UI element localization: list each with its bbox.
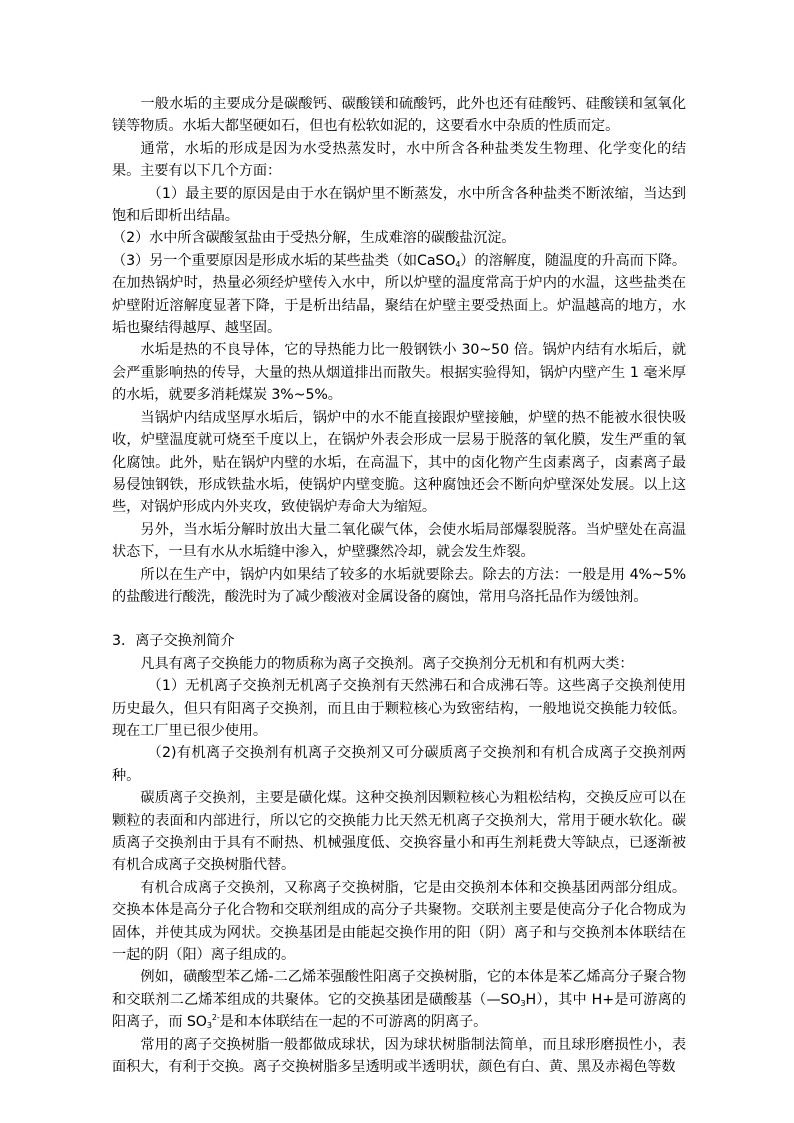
paragraph-organic-exchanger: （2)有机离子交换剂有机离子交换剂又可分碳质离子交换剂和有机合成离子交换剂两种。 bbox=[112, 745, 686, 784]
cause-3-subscript: 4 bbox=[455, 259, 461, 269]
sulfonic-text-a: 例如，磺酸型苯乙烯-二乙烯苯强酸性阳离子交换树脂，它的本体是苯乙烯高分子聚合物和交联剂二乙烯苯组成的共聚体。它的交换基团是磺酸基（—SO bbox=[112, 969, 686, 1008]
paragraph-scale-corrosion: 当锅炉内结成坚厚水垢后，锅炉中的水不能直接跟炉壁接触，炉壁的热不能被水很快吸收，炉壁温度就可烧至千度以上，在锅炉外表会形成一层易于脱落的氧化膜，发生严重的氧化腐蚀。此外，贴在锅炉内壁的水垢，在高温下，其中的卤化物产生卤素离子，卤素离子最易侵蚀钢铁，形成铁盐水垢，使锅炉内壁变脆。这种腐蚀还会不断向炉壁深处发展。以上这些，对锅炉形成内外夹攻，致使锅炉寿命大为缩短。 bbox=[112, 409, 686, 516]
sulfonic-subscript-2: 3 bbox=[206, 1021, 212, 1031]
paragraph-cause-2: （2）水中所含碳酸氢盐由于受热分解，生成难溶的碳酸盐沉淀。 bbox=[112, 230, 516, 247]
sulfonic-text-b: H），其中 H+是可游离的阳离子，而 SO bbox=[112, 991, 686, 1031]
section-gap bbox=[112, 608, 686, 630]
sulfonic-subscript-1: 3 bbox=[520, 998, 526, 1008]
paragraph-sulfonic-example bbox=[112, 966, 686, 1033]
sulfonic-text-c: 是和本体联结在一起的不可游离的阴离子。 bbox=[219, 1014, 488, 1031]
section-heading: 3．离子交换剂简介 bbox=[112, 633, 235, 650]
paragraph-cause-3 bbox=[112, 250, 686, 340]
paragraph-scale-removal: 所以在生产中，锅炉内如果结了较多的水垢就要除去。除去的方法：一般是用 4%~5%的盐酸进行酸洗，酸洗时为了减少酸液对金属设备的腐蚀，常用乌洛托品作为缓蚀剂。 bbox=[112, 566, 686, 605]
paragraph-scale-formation: 通常，水垢的形成是因为水受热蒸发时，水中所含各种盐类发生物理、化学变化的结果。主要有以下几个方面： bbox=[112, 140, 686, 180]
paragraph-resin-shape: 常用的离子交换树脂一般都做成球状，因为球状树脂制法简单，而且球形磨损性小，表面积大，有利于交换。离子交换树脂多呈透明或半透明状，颜色有白、黄、黑及赤褐色等数 bbox=[112, 1036, 686, 1076]
cause-3-text-b: ）的溶解度，随温度的升高而下降。在加热锅炉时，热量必须经炉壁传入水中，所以炉壁的温度常高于炉内的水温，这些盐类在炉壁附近溶解度显著下降，于是析出结晶，聚结在炉壁主要受热面上。炉温越高的地方，水垢也聚结得越厚、越坚固。 bbox=[112, 252, 686, 337]
paragraph-scale-heat: 水垢是热的不良导体，它的导热能力比一般钢铁小 30~50 倍。锅炉内结有水垢后，就会严重影响热的传导，大量的热从烟道排出而散失。根据实验得知，锅炉内壁产生 1 毫米厚的水垢，就要多消耗煤炭 3%~5%。 bbox=[112, 342, 686, 404]
paragraph-scale-explosion: 另外，当水垢分解时放出大量二氧化碳气体，会使水垢局部爆裂脱落。当炉壁处在高温状态下，一旦有水从水垢缝中渗入，炉壁骤然冷却，就会发生炸裂。 bbox=[112, 521, 686, 561]
paragraph-inorganic-exchanger: （1）无机离子交换剂无机离子交换剂有天然沸石和合成沸石等。这些离子交换剂使用历史最久，但只有阳离子交换剂，而且由于颗粒核心为致密结构，一般地说交换能力较低。现在工厂里已很少使用。 bbox=[112, 678, 686, 739]
paragraph-carbonaceous-exchanger: 碳质离子交换剂，主要是磺化煤。这种交换剂因颗粒核心为粗松结构，交换反应可以在颗粒的表面和内部进行，所以它的交换能力比天然无机离子交换剂大，常用于硬水软化。碳质离子交换剂由于具有不耐热、机械强度低、交换容量小和再生剂耗费大等缺点，已逐渐被有机合成离子交换树脂代替。 bbox=[112, 790, 686, 874]
paragraph-cause-1: （1）最主要的原因是由于水在锅炉里不断蒸发，水中所含各种盐类不断浓缩，当达到饱和后即析出结晶。 bbox=[112, 185, 686, 225]
paragraph-ion-exchanger-intro: 凡具有离子交换能力的物质称为离子交换剂。离子交换剂分无机和有机两大类： bbox=[140, 655, 634, 672]
sulfonic-superscript: 2- bbox=[211, 1013, 220, 1023]
paragraph-synthetic-resin: 有机合成离子交换剂，又称离子交换树脂，它是由交换剂本体和交换基团两部分组成。交换本体是高分子化合物和交联剂组成的高分子共聚物。交联剂主要是使高分子化合物成为固体，并使其成为网状。交换基团是由能起交换作用的阳（阴）离子和与交换剂本体联结在一起的阴（阳）离子组成的。 bbox=[112, 879, 686, 964]
paragraph-scale-composition: 一般水垢的主要成分是碳酸钙、碳酸镁和硫酸钙，此外也还有硅酸钙、硅酸镁和氢氧化镁等物质。水垢大都坚硬如石，但也有松软如泥的，这要看水中杂质的性质而定。 bbox=[112, 96, 686, 135]
cause-3-text-a: （3）另一个重要原因是形成水垢的某些盐类（如CaSO bbox=[112, 252, 456, 269]
